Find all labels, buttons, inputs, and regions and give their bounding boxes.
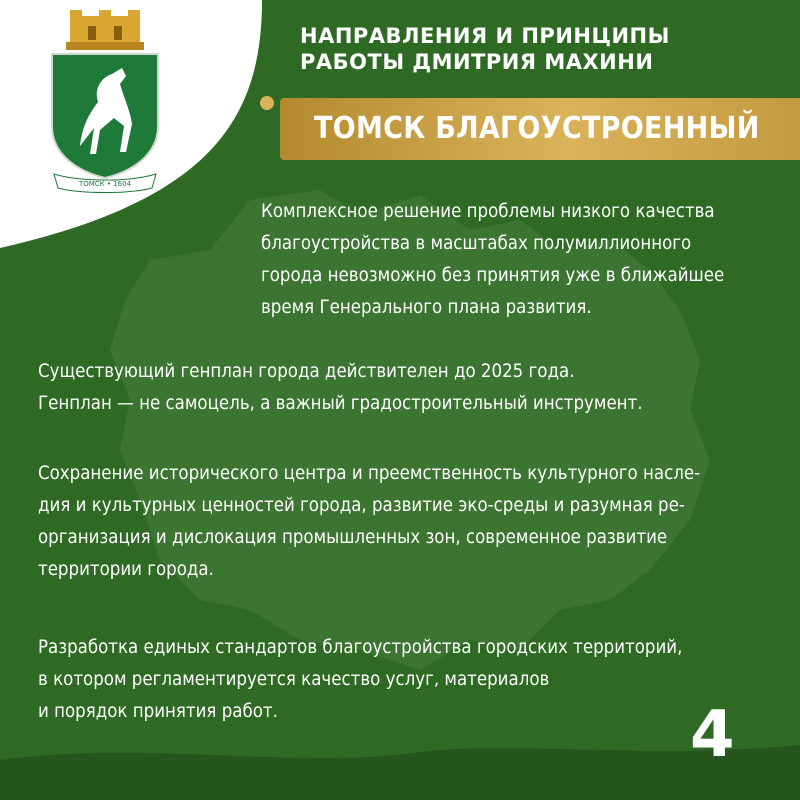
city-crest-emblem: [40, 6, 170, 196]
banner-accent-dot: [260, 96, 274, 110]
text-line: Разработка единых стандартов благоустройства городских территорий,: [38, 637, 683, 658]
text-line: Комплексное решение проблемы низкого качества: [261, 201, 715, 222]
paragraph-intro: [261, 196, 724, 324]
text-line: Сохранение исторического центра и преемственность культурного насле-: [38, 463, 701, 484]
paragraph-heritage: [38, 458, 700, 586]
header-line-1: НАПРАВЛЕНИЯ И ПРИНЦИПЫ: [300, 24, 670, 48]
text-line: организация и дислокация промышленных зон, современное развитие: [38, 527, 668, 548]
title-banner: [280, 98, 800, 160]
text-line: города невозможно без принятия уже в ближайшее: [261, 265, 725, 286]
text-line: дия и культурных ценностей города, развитие эко-среды и разумная ре-: [38, 495, 685, 516]
text-line: территории города.: [38, 559, 214, 580]
crown-icon: [66, 10, 144, 50]
text-line: Генплан — не самоцель, а важный градостроительный инструмент.: [38, 393, 643, 414]
text-line: в котором регламентируется качество услуг, материалов: [38, 669, 550, 690]
page-number: 4: [690, 698, 735, 772]
paragraph-standards: [38, 632, 682, 728]
text-line: время Генерального плана развития.: [261, 297, 592, 318]
text-line: и порядок принятия работ.: [38, 701, 278, 722]
text-line: Существующий генплан города действителен до 2025 года.: [38, 361, 575, 382]
crest-motto: ТОМСК • 1604: [78, 180, 132, 188]
paragraph-genplan: [38, 356, 643, 420]
bottom-brush-stroke: [0, 745, 800, 800]
text-line: благоустройства в масштабах полумиллионного: [261, 233, 692, 254]
page-title: ТОМСК БЛАГОУСТРОЕННЫЙ: [314, 111, 760, 146]
header-line-2: РАБОТЫ ДМИТРИЯ МАХИНИ: [300, 50, 654, 74]
